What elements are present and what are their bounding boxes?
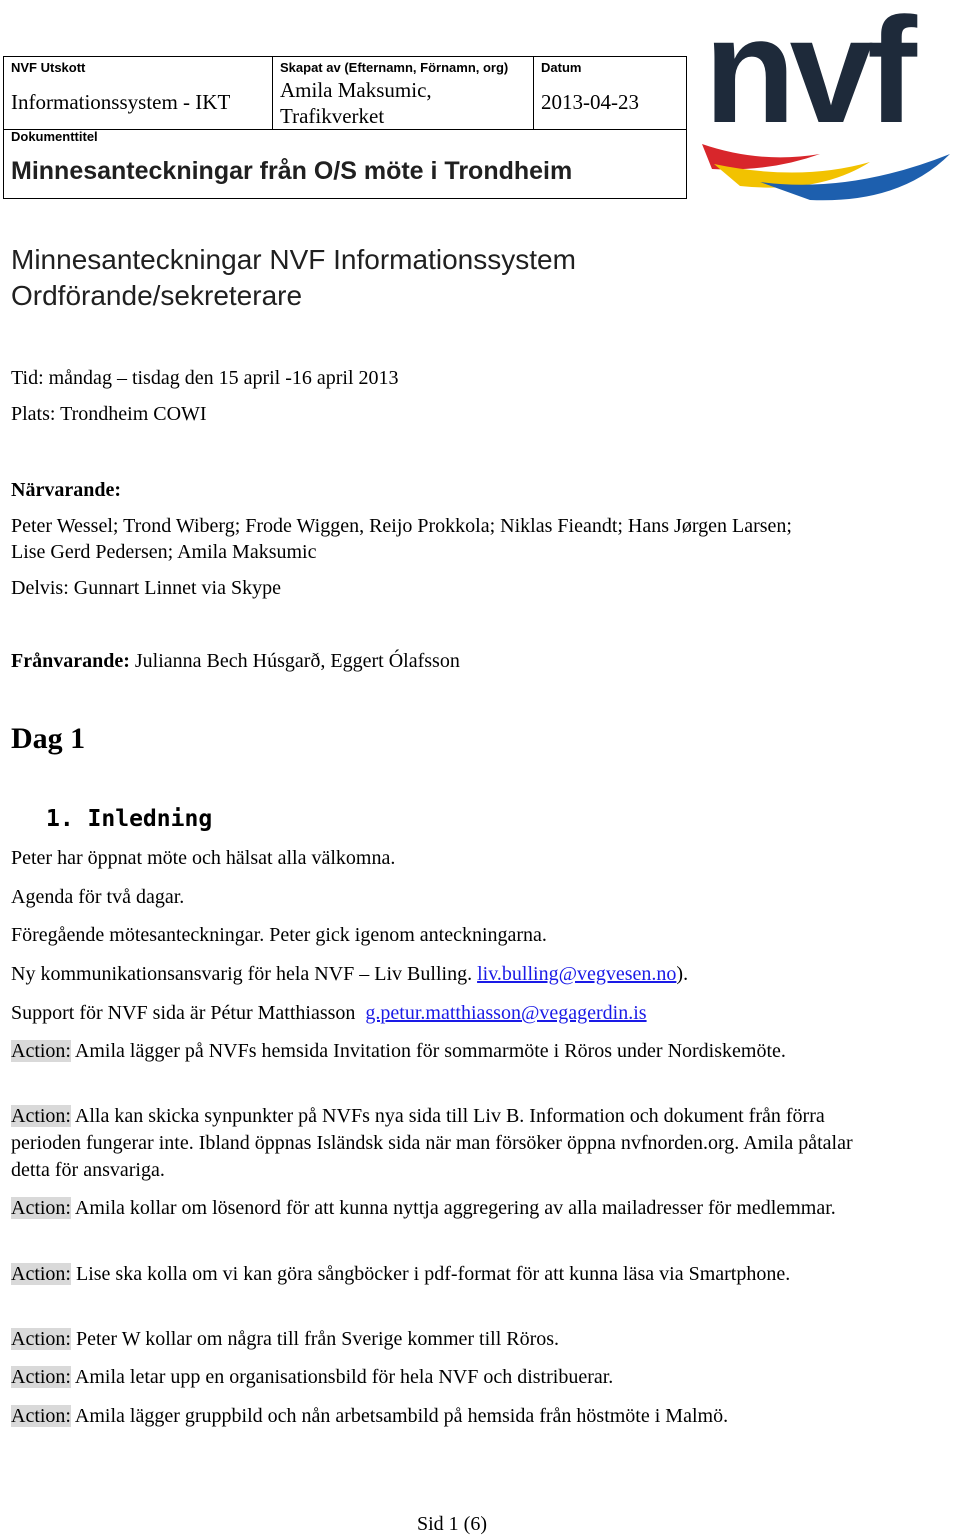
partial-attendance: Delvis: Gunnart Linnet via Skype (11, 577, 281, 599)
nvf-logo (700, 4, 956, 204)
action-label: Action: (11, 1040, 71, 1062)
created-by-label: Skapat av (Efternamn, Förnamn, org) (280, 60, 509, 75)
document-header-table (3, 56, 687, 199)
section-line: Föregående mötesanteckningar. Peter gick igenom anteckningarna. (11, 924, 547, 946)
created-by-value: Amila Maksumic, Trafikverket (280, 78, 432, 128)
present-list-line1: Peter Wessel; Trond Wiberg; Frode Wiggen, Reijo Prokkola; Niklas Fieandt; Hans Jørgen Larsen; (11, 515, 792, 537)
absent-line (11, 648, 460, 675)
present-label: Närvarande: (11, 479, 121, 501)
action-item (11, 1195, 871, 1222)
absent-label: Frånvarande: (11, 650, 130, 672)
action-text: Peter W kollar om några till från Sverige kommer till Röros. (71, 1328, 560, 1350)
document-title-value: Minnesanteckningar från O/S möte i Trondheim (11, 157, 573, 185)
date-value: 2013-04-23 (541, 90, 639, 114)
header-divider (272, 57, 273, 129)
action-text: Lise ska kolla om vi kan göra sångböcker i pdf-format för att kunna läsa via Smartphone. (71, 1263, 791, 1285)
committee-value: Informationssystem - IKT (11, 90, 231, 114)
action-text: Amila lägger gruppbild och nån arbetsambild på hemsida från höstmöte i Malmö. (71, 1405, 729, 1427)
section-line: Peter har öppnat möte och hälsat alla välkomna. (11, 847, 396, 869)
day-heading: Dag 1 (11, 722, 86, 755)
communication-suffix: ). (676, 963, 689, 985)
action-label: Action: (11, 1405, 71, 1427)
email-link[interactable]: liv.bulling@vegvesen.no (477, 963, 677, 985)
page-title-line1: Minnesanteckningar NVF Informationssystem (11, 244, 576, 275)
action-item (11, 1103, 881, 1184)
support-line (11, 1000, 647, 1027)
meeting-place: Plats: Trondheim COWI (11, 403, 207, 425)
action-text: Alla kan skicka synpunkter på NVFs nya sida till Liv B. Information och dokument från förra perioden fungerar inte. Ibland öppnas Isländsk sida när man försöker öppna nvfnorden.org. Amila påtalar detta för ansvariga. (11, 1105, 853, 1181)
action-label: Action: (11, 1366, 71, 1388)
present-list-line2: Lise Gerd Pedersen; Amila Maksumic (11, 541, 317, 563)
absent-value: Julianna Bech Húsgarð, Eggert Ólafsson (129, 650, 460, 672)
action-item (11, 1326, 911, 1353)
svg-text:nvf: nvf (704, 4, 911, 154)
action-item (11, 1364, 911, 1391)
action-label: Action: (11, 1105, 71, 1127)
action-text: Amila lägger på NVFs hemsida Invitation för sommarmöte i Röros under Nordiskemöte. (71, 1040, 786, 1062)
section-heading: 1. Inledning (46, 806, 213, 832)
page-title-line2: Ordförande/sekreterare (11, 280, 303, 311)
committee-label: NVF Utskott (11, 60, 86, 75)
document-title-label: Dokumenttitel (11, 129, 98, 144)
action-label: Action: (11, 1328, 71, 1350)
meeting-time: Tid: måndag – tisdag den 15 april -16 april 2013 (11, 367, 399, 389)
action-label: Action: (11, 1263, 71, 1285)
action-text: Amila letar upp en organisationsbild för hela NVF och distribuerar. (71, 1366, 614, 1388)
action-item (11, 1403, 911, 1430)
communication-text: Ny kommunikationsansvarig för hela NVF – Liv Bulling. (11, 963, 478, 985)
action-text: Amila kollar om lösenord för att kunna nyttja aggregering av alla mailadresser för medlemmar. (71, 1197, 836, 1219)
support-text: Support för NVF sida är Pétur Matthiasson (11, 1002, 366, 1024)
page-number: Sid 1 (6) (417, 1513, 487, 1535)
action-label: Action: (11, 1197, 71, 1219)
header-divider (4, 129, 686, 130)
communication-line (11, 961, 688, 988)
header-divider (533, 57, 534, 129)
email-link[interactable]: g.petur.matthiasson@vegagerdin.is (365, 1002, 647, 1024)
section-line: Agenda för två dagar. (11, 886, 185, 908)
action-item (11, 1261, 831, 1288)
date-label: Datum (541, 60, 582, 75)
action-item (11, 1038, 911, 1065)
